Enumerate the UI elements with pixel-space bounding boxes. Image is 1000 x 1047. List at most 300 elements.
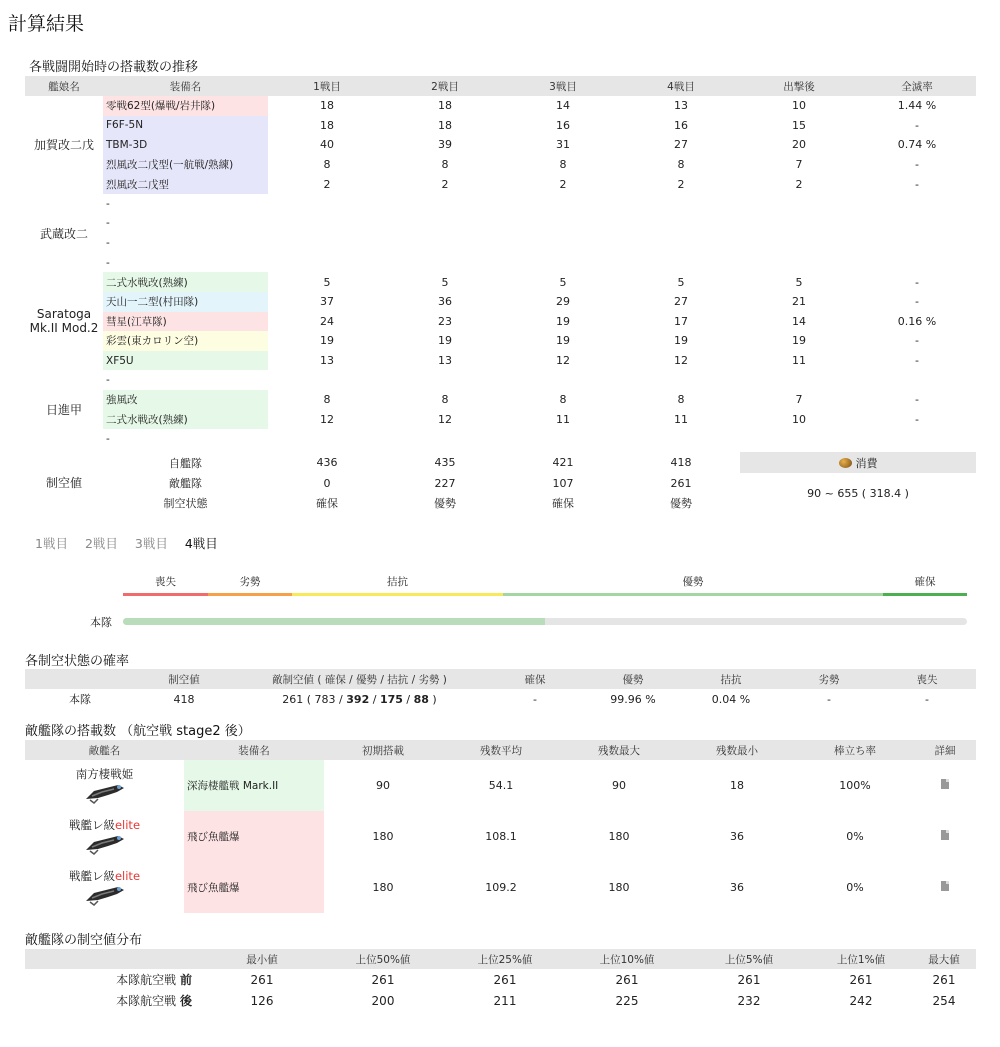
distribution-value: 261 bbox=[932, 972, 956, 987]
slot-value bbox=[858, 429, 976, 449]
equip-name: XF5U bbox=[103, 351, 268, 371]
slot-value bbox=[504, 233, 622, 253]
enemy-plane-value: 0% bbox=[846, 830, 864, 843]
enemy-ship-cell bbox=[25, 862, 184, 913]
slot-value bbox=[740, 429, 858, 449]
page-title: 計算結果 bbox=[8, 13, 85, 35]
equip-row bbox=[25, 96, 976, 116]
row-label-phase: 後 bbox=[179, 994, 192, 1008]
equip-row bbox=[25, 312, 976, 332]
air-state-value: 優勢 bbox=[434, 497, 456, 510]
slot-value: - bbox=[915, 393, 919, 407]
column-header: 上位25%値 bbox=[444, 949, 566, 969]
air-value: 435 bbox=[434, 456, 456, 469]
slot-value bbox=[268, 429, 386, 449]
enemy-plane-value: 36 bbox=[730, 830, 744, 843]
prob-value: 0.04 % bbox=[711, 692, 751, 706]
air-value: 227 bbox=[434, 476, 456, 490]
equip-name: TBM-3D bbox=[103, 135, 268, 155]
slot-value: 2 bbox=[559, 177, 567, 191]
prob-fleet-name: 本隊 bbox=[69, 693, 91, 706]
enemy-ship-name bbox=[25, 766, 184, 782]
column-header: 拮抗 bbox=[682, 669, 780, 689]
column-header: 敵艦名 bbox=[25, 740, 184, 760]
elite-badge: elite bbox=[114, 817, 141, 832]
enemy-ship-icon bbox=[25, 782, 184, 806]
enemy-ship-cell bbox=[25, 811, 184, 862]
fleet-bar-fill bbox=[123, 618, 545, 625]
air-state-segment bbox=[123, 593, 208, 596]
air-row-label: 自艦隊 bbox=[169, 456, 202, 470]
enemy-plane-value: 36 bbox=[730, 881, 744, 894]
slot-value bbox=[740, 253, 858, 273]
enemy-ship-class: 戦艦レ級 bbox=[68, 868, 115, 883]
slot-value: 18 bbox=[438, 99, 452, 113]
consume-button[interactable] bbox=[740, 452, 976, 473]
column-header bbox=[25, 669, 135, 689]
prob-value: - bbox=[925, 692, 929, 706]
enemy-planes-section-title: 敵艦隊の搭載数 （航空戦 stage2 後） bbox=[25, 724, 251, 739]
slot-value: 23 bbox=[438, 314, 452, 328]
equip-name: - bbox=[106, 256, 110, 269]
slot-value: 19 bbox=[556, 334, 570, 348]
equip-row bbox=[25, 331, 976, 351]
air-state-label: 確保 bbox=[914, 576, 936, 588]
slot-value bbox=[622, 194, 740, 214]
document-icon bbox=[941, 779, 949, 789]
enemy-row bbox=[25, 811, 976, 862]
column-header: 3戦目 bbox=[504, 76, 622, 96]
prob-value: - bbox=[533, 692, 537, 706]
distribution-value: 261 bbox=[250, 972, 274, 987]
slot-value: 18 bbox=[320, 118, 334, 132]
column-header: 2戦目 bbox=[386, 76, 504, 96]
slot-value bbox=[622, 214, 740, 234]
tab-battle-1[interactable]: 1戦目 bbox=[35, 536, 68, 551]
equip-row bbox=[25, 253, 976, 273]
slot-value bbox=[504, 253, 622, 273]
slot-value: - bbox=[915, 158, 919, 172]
ship-name: 武蔵改二 bbox=[39, 226, 88, 241]
bauxite-icon bbox=[839, 458, 852, 468]
prob-air-value: 418 bbox=[173, 692, 195, 706]
enemy-equip-name: 深海棲艦戦 Mark.II bbox=[184, 760, 324, 811]
detail-button[interactable] bbox=[914, 811, 976, 862]
slot-value: 16 bbox=[556, 118, 570, 132]
column-header: 初期搭載 bbox=[324, 740, 442, 760]
equip-row bbox=[25, 351, 976, 371]
slot-value bbox=[504, 194, 622, 214]
slot-value: 20 bbox=[792, 138, 806, 152]
equip-name: 二式水戦改(熟練) bbox=[103, 272, 268, 292]
column-header: 残数最大 bbox=[560, 740, 678, 760]
enemy-ship-icon bbox=[25, 884, 184, 908]
distribution-row bbox=[25, 990, 976, 1011]
slot-value: 2 bbox=[323, 177, 331, 191]
document-icon bbox=[941, 881, 949, 891]
equip-name: 彗星(江草隊) bbox=[103, 312, 268, 332]
equip-name: 強風改 bbox=[103, 390, 268, 410]
slot-value: 8 bbox=[677, 393, 685, 407]
slot-value: - bbox=[915, 118, 919, 132]
slot-value: 17 bbox=[674, 314, 688, 328]
slot-value: 27 bbox=[674, 138, 688, 152]
column-header: 喪失 bbox=[878, 669, 976, 689]
slot-value bbox=[386, 370, 504, 390]
column-header: 残数平均 bbox=[442, 740, 560, 760]
slot-value: 7 bbox=[795, 393, 803, 407]
air-value: 418 bbox=[670, 456, 692, 469]
enemy-plane-value: 100% bbox=[839, 779, 871, 792]
slot-value bbox=[740, 233, 858, 253]
enemy-plane-value: 180 bbox=[372, 881, 394, 894]
distribution-row-label bbox=[25, 969, 202, 990]
slot-value: 39 bbox=[438, 138, 452, 152]
equip-name: - bbox=[106, 217, 110, 230]
air-state-segment bbox=[503, 593, 883, 596]
slot-value bbox=[622, 253, 740, 273]
fleet-bar-label: 本隊 bbox=[90, 616, 112, 629]
enemy-ship-name bbox=[25, 817, 184, 833]
slot-value: 18 bbox=[320, 99, 334, 113]
column-header: 全滅率 bbox=[858, 76, 976, 96]
slot-value: 27 bbox=[674, 295, 688, 309]
consume-value: 90 ~ 655 ( 318.4 ) bbox=[807, 486, 909, 500]
slot-value bbox=[268, 233, 386, 253]
air-value: 421 bbox=[552, 456, 574, 469]
equip-row bbox=[25, 272, 976, 292]
prob-value: 99.96 % bbox=[610, 692, 656, 706]
slot-value: 8 bbox=[441, 393, 449, 407]
slot-value bbox=[504, 370, 622, 390]
column-header bbox=[25, 949, 202, 969]
air-state-value: 優勢 bbox=[670, 497, 692, 510]
slot-value bbox=[504, 429, 622, 449]
enemy-ship-class: 南方棲戦姫 bbox=[75, 766, 134, 781]
slot-value bbox=[740, 370, 858, 390]
enemy-ship-class: 戦艦レ級 bbox=[68, 817, 115, 832]
enemy-row bbox=[25, 862, 976, 913]
slot-value: 12 bbox=[320, 412, 334, 426]
distribution-row-label bbox=[25, 990, 202, 1011]
distribution-value: 225 bbox=[615, 993, 639, 1008]
distribution-value: 261 bbox=[737, 972, 761, 987]
slot-value: 13 bbox=[320, 354, 334, 368]
enemy-plane-value: 180 bbox=[608, 830, 630, 843]
equip-name: 烈風改二戊型 bbox=[103, 174, 268, 194]
enemy-ship-cell bbox=[25, 760, 184, 811]
slot-value bbox=[858, 214, 976, 234]
enemy-plane-value: 180 bbox=[608, 881, 630, 894]
air-state-scale bbox=[123, 574, 967, 588]
air-state-label: 優勢 bbox=[682, 576, 704, 588]
column-header: 敵制空値 ( 確保 / 優勢 / 拮抗 / 劣勢 ) bbox=[233, 669, 486, 689]
distribution-value: 261 bbox=[371, 972, 395, 987]
air-row-label: 制空状態 bbox=[163, 497, 208, 510]
distribution-value: 261 bbox=[493, 972, 517, 987]
air-power-label: 制空値 bbox=[45, 476, 82, 490]
column-header: 1戦目 bbox=[268, 76, 386, 96]
column-header: 詳細 bbox=[914, 740, 976, 760]
column-header: 4戦目 bbox=[622, 76, 740, 96]
column-header: 最小値 bbox=[202, 949, 322, 969]
slot-value: 19 bbox=[792, 334, 806, 348]
slot-value: 5 bbox=[441, 275, 449, 289]
slot-value: 11 bbox=[556, 412, 570, 426]
slot-value bbox=[740, 214, 858, 234]
ship-name: Saratoga Mk.II Mod.2 bbox=[29, 307, 99, 336]
distribution-section-title: 敵艦隊の制空値分布 bbox=[25, 933, 143, 948]
enemy-ship-name bbox=[25, 868, 184, 884]
column-header: 上位1%値 bbox=[810, 949, 912, 969]
slot-value bbox=[858, 370, 976, 390]
prob-enemy-air: 261 ( 783 / 392 / 175 / 88 ) bbox=[282, 692, 437, 706]
slot-value: - bbox=[915, 334, 919, 348]
column-header: 上位50%値 bbox=[322, 949, 444, 969]
column-header: 上位5%値 bbox=[688, 949, 810, 969]
slot-value: 5 bbox=[559, 275, 567, 289]
enemy-plane-value: 90 bbox=[376, 779, 390, 792]
detail-button[interactable] bbox=[914, 760, 976, 811]
slot-value: 10 bbox=[792, 412, 806, 426]
slot-value: 0.16 % bbox=[897, 314, 937, 328]
elite-badge: elite bbox=[114, 868, 141, 883]
equip-name: 天山一二型(村田隊) bbox=[103, 292, 268, 312]
enemy-plane-value: 18 bbox=[730, 779, 744, 792]
slot-value: 5 bbox=[795, 275, 803, 289]
enemy-equip-name: 飛び魚艦爆 bbox=[184, 811, 324, 862]
slot-value: 36 bbox=[438, 295, 452, 309]
equip-row bbox=[25, 390, 976, 410]
slot-value: 19 bbox=[674, 334, 688, 348]
air-power-table bbox=[25, 452, 976, 513]
slot-value bbox=[268, 214, 386, 234]
row-label-text: 本隊航空戦 bbox=[116, 973, 180, 987]
distribution-value: 126 bbox=[250, 993, 274, 1008]
air-state-segment bbox=[208, 593, 292, 596]
slot-value: - bbox=[915, 177, 919, 191]
distribution-value: 232 bbox=[737, 993, 761, 1008]
air-value: 107 bbox=[552, 476, 574, 490]
equip-row bbox=[25, 116, 976, 136]
slot-value bbox=[858, 194, 976, 214]
slot-value: - bbox=[915, 412, 919, 426]
slot-value: 14 bbox=[556, 99, 570, 113]
equip-name: - bbox=[106, 432, 110, 445]
enemy-plane-value: 90 bbox=[612, 779, 626, 792]
enemy-plane-value: 109.2 bbox=[485, 881, 517, 894]
equip-name: - bbox=[106, 374, 110, 387]
air-value: 261 bbox=[670, 476, 692, 490]
equip-row bbox=[25, 214, 976, 234]
tab-battle-2[interactable]: 2戦目 bbox=[84, 536, 118, 551]
slot-value: 8 bbox=[677, 158, 685, 172]
air-value: 0 bbox=[323, 476, 331, 490]
slot-value: 2 bbox=[795, 177, 803, 191]
equip-row bbox=[25, 410, 976, 430]
enemy-planes-table bbox=[25, 740, 976, 913]
slot-value: 13 bbox=[674, 99, 688, 113]
column-header: 艦娘名 bbox=[25, 76, 103, 96]
column-header: 最大値 bbox=[912, 949, 976, 969]
detail-button[interactable] bbox=[914, 862, 976, 913]
slot-value: 5 bbox=[323, 275, 331, 289]
air-state-segment bbox=[292, 593, 503, 596]
equip-row bbox=[25, 194, 976, 214]
slot-value bbox=[858, 253, 976, 273]
air-state-bar bbox=[123, 593, 967, 596]
slot-value: 0.74 % bbox=[897, 138, 937, 152]
slot-value bbox=[386, 194, 504, 214]
air-state-value: 確保 bbox=[316, 497, 338, 510]
row-label-text: 本隊航空戦 bbox=[116, 994, 180, 1008]
slot-value: 8 bbox=[441, 158, 449, 172]
air-state-value: 確保 bbox=[552, 497, 574, 510]
enemy-plane-value: 108.1 bbox=[485, 830, 517, 843]
equip-name: 零戦62型(爆戦/岩井隊) bbox=[103, 96, 268, 116]
transition-table bbox=[25, 76, 976, 449]
ship-name: 加賀改二戊 bbox=[33, 138, 94, 153]
equip-row bbox=[25, 155, 976, 175]
slot-value: 19 bbox=[320, 334, 334, 348]
slot-value: 1.44 % bbox=[897, 99, 937, 113]
prob-value: - bbox=[827, 692, 831, 706]
slot-value: 24 bbox=[320, 314, 334, 328]
slot-value bbox=[386, 233, 504, 253]
slot-value: 16 bbox=[674, 118, 688, 132]
slot-value: 37 bbox=[320, 295, 334, 309]
fleet-bar-track bbox=[123, 618, 967, 625]
equip-name: - bbox=[106, 197, 110, 210]
enemy-plane-value: 180 bbox=[372, 830, 394, 843]
distribution-table bbox=[25, 949, 976, 1011]
consume-label: 消費 bbox=[855, 456, 878, 470]
slot-value: 11 bbox=[674, 412, 688, 426]
equip-row bbox=[25, 292, 976, 312]
slot-value: - bbox=[915, 295, 919, 309]
slot-value: 31 bbox=[556, 138, 570, 152]
slot-value: 8 bbox=[323, 393, 331, 407]
probability-table bbox=[25, 669, 976, 709]
equip-row bbox=[25, 429, 976, 449]
slot-value bbox=[386, 429, 504, 449]
slot-value bbox=[268, 253, 386, 273]
probability-section-title: 各制空状態の確率 bbox=[25, 654, 130, 669]
slot-value: 8 bbox=[559, 158, 567, 172]
slot-value: 13 bbox=[438, 354, 452, 368]
column-header: 劣勢 bbox=[780, 669, 878, 689]
column-header: 確保 bbox=[486, 669, 584, 689]
equip-name: - bbox=[106, 236, 110, 249]
equip-row bbox=[25, 233, 976, 253]
column-header: 制空値 bbox=[135, 669, 233, 689]
equip-row bbox=[25, 174, 976, 194]
slot-value: 8 bbox=[323, 158, 331, 172]
distribution-value: 254 bbox=[932, 993, 956, 1008]
tab-battle-4[interactable]: 4戦目 bbox=[184, 536, 218, 551]
slot-value: 19 bbox=[438, 334, 452, 348]
slot-value: 7 bbox=[795, 158, 803, 172]
slot-value: 12 bbox=[438, 412, 452, 426]
slot-value: 10 bbox=[792, 99, 806, 113]
slot-value: 19 bbox=[556, 314, 570, 328]
slot-value bbox=[740, 194, 858, 214]
transition-section-title: 各戦闘開始時の搭載数の推移 bbox=[29, 60, 199, 75]
column-header: 装備名 bbox=[184, 740, 324, 760]
equip-name: 烈風改二戊型(一航戦/熟練) bbox=[103, 155, 268, 175]
distribution-row bbox=[25, 969, 976, 990]
enemy-plane-value: 0% bbox=[846, 881, 864, 894]
slot-value: 2 bbox=[677, 177, 685, 191]
ship-name: 日進甲 bbox=[45, 403, 82, 417]
slot-value bbox=[386, 214, 504, 234]
slot-value: 11 bbox=[792, 354, 806, 368]
column-header: 装備名 bbox=[103, 76, 268, 96]
distribution-value: 261 bbox=[849, 972, 873, 987]
enemy-plane-value: 54.1 bbox=[488, 779, 514, 792]
slot-value: 2 bbox=[441, 177, 449, 191]
slot-value bbox=[858, 233, 976, 253]
document-icon bbox=[941, 830, 949, 840]
enemy-equip-name: 飛び魚艦爆 bbox=[184, 862, 324, 913]
slot-value: 14 bbox=[792, 314, 806, 328]
slot-value: 12 bbox=[674, 354, 688, 368]
distribution-value: 242 bbox=[849, 993, 873, 1008]
slot-value: 12 bbox=[556, 354, 570, 368]
equip-name: 二式水戦改(熟練) bbox=[103, 410, 268, 430]
slot-value bbox=[622, 370, 740, 390]
slot-value: 29 bbox=[556, 295, 570, 309]
distribution-value: 261 bbox=[615, 972, 639, 987]
enemy-ship-icon bbox=[25, 833, 184, 857]
enemy-row bbox=[25, 760, 976, 811]
row-label-phase: 前 bbox=[179, 973, 192, 987]
air-state-label: 拮抗 bbox=[387, 576, 408, 588]
slot-value bbox=[622, 429, 740, 449]
tab-battle-3[interactable]: 3戦目 bbox=[134, 536, 168, 551]
slot-value: 18 bbox=[438, 118, 452, 132]
battle-tabs bbox=[35, 534, 235, 552]
column-header: 優勢 bbox=[584, 669, 682, 689]
air-row-label: 敵艦隊 bbox=[169, 477, 202, 490]
slot-value: - bbox=[915, 275, 919, 289]
slot-value: 8 bbox=[559, 393, 567, 407]
distribution-value: 211 bbox=[493, 993, 517, 1008]
column-header: 上位10%値 bbox=[566, 949, 688, 969]
column-header: 残数最小 bbox=[678, 740, 796, 760]
air-state-label: 喪失 bbox=[155, 576, 176, 588]
slot-value bbox=[622, 233, 740, 253]
slot-value: - bbox=[915, 354, 919, 368]
slot-value: 21 bbox=[792, 295, 806, 309]
column-header: 棒立ち率 bbox=[796, 740, 914, 760]
air-state-label: 劣勢 bbox=[239, 576, 261, 588]
column-header: 出撃後 bbox=[740, 76, 858, 96]
air-state-segment bbox=[883, 593, 967, 596]
slot-value bbox=[268, 194, 386, 214]
slot-value: 15 bbox=[792, 118, 806, 132]
slot-value bbox=[386, 253, 504, 273]
slot-value bbox=[268, 370, 386, 390]
equip-name: 彩雲(東カロリン空) bbox=[103, 331, 268, 351]
equip-name: F6F-5N bbox=[103, 116, 268, 136]
equip-row bbox=[25, 370, 976, 390]
slot-value: 5 bbox=[677, 275, 685, 289]
equip-row bbox=[25, 135, 976, 155]
slot-value bbox=[504, 214, 622, 234]
air-value: 436 bbox=[316, 456, 338, 469]
slot-value: 40 bbox=[320, 138, 334, 152]
